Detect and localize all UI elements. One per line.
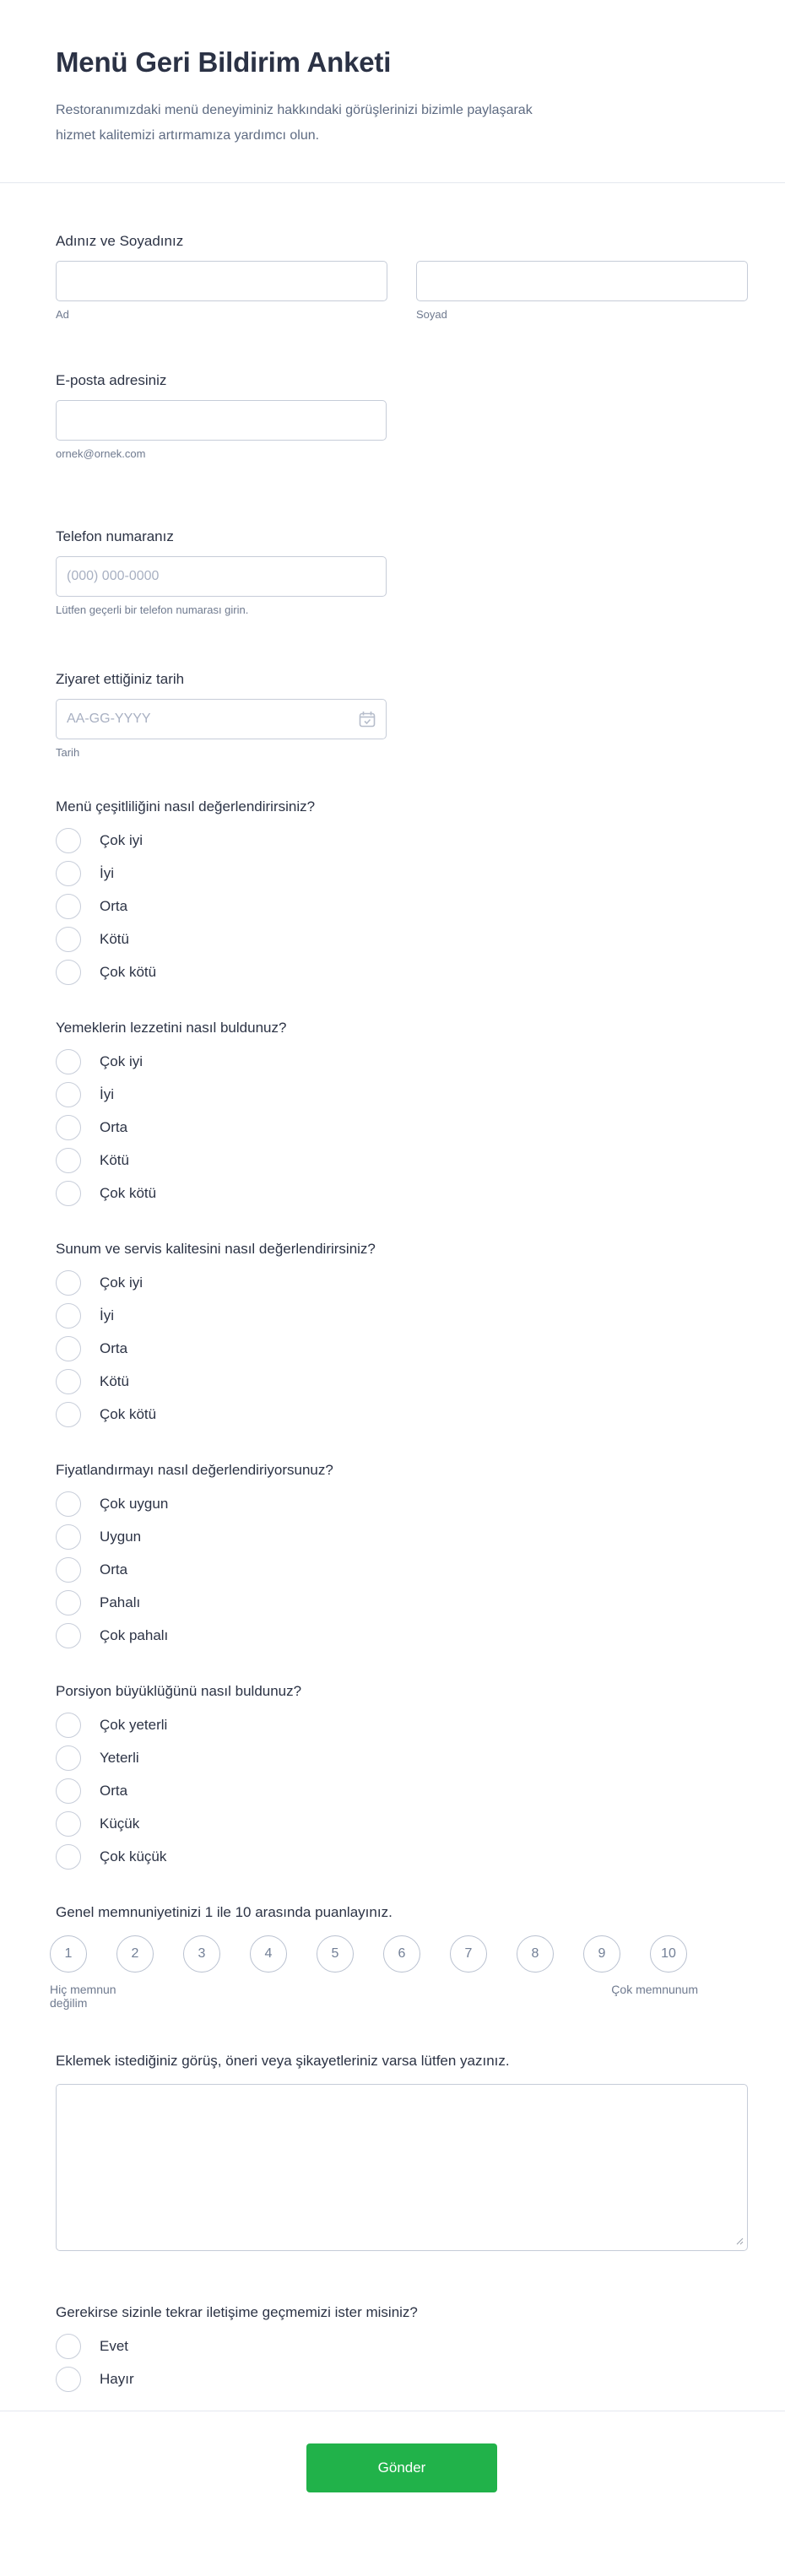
radio-option[interactable] bbox=[56, 1082, 748, 1107]
radio-button-icon[interactable] bbox=[56, 1336, 81, 1361]
radio-button-icon[interactable] bbox=[56, 1844, 81, 1870]
radio-button-icon[interactable] bbox=[56, 960, 81, 985]
radio-button-icon[interactable] bbox=[56, 1811, 81, 1837]
field-full-name bbox=[56, 232, 748, 321]
date-label: Ziyaret ettiğiniz tarih bbox=[56, 671, 185, 687]
scale-value-8[interactable]: 8 bbox=[517, 1935, 554, 1973]
field-email bbox=[56, 371, 748, 460]
radio-option-label[interactable]: Kötü bbox=[100, 931, 129, 947]
radio-option-label[interactable]: İyi bbox=[100, 865, 114, 881]
last-name-sublabel: Soyad bbox=[416, 308, 447, 321]
radio-button-icon[interactable] bbox=[56, 861, 81, 886]
radio-button-icon[interactable] bbox=[56, 1745, 81, 1771]
radio-option[interactable] bbox=[56, 828, 748, 853]
radio-button-icon[interactable] bbox=[56, 1491, 81, 1517]
question-label: Menü çeşitliliğini nasıl değerlendirirsiniz? bbox=[56, 798, 316, 814]
scale-label: Genel memnuniyetinizi 1 ile 10 arasında puanlayınız. bbox=[56, 1904, 392, 1920]
radio-option-label[interactable]: Çok kötü bbox=[100, 1406, 157, 1422]
scale-value-3[interactable]: 3 bbox=[183, 1935, 220, 1973]
date-input[interactable] bbox=[56, 699, 387, 739]
radio-option-label[interactable]: Hayır bbox=[100, 2371, 134, 2387]
radio-option[interactable] bbox=[56, 1270, 748, 1296]
radio-option[interactable] bbox=[56, 1745, 748, 1771]
question-label: Porsiyon büyüklüğünü nasıl buldunuz? bbox=[56, 1683, 302, 1699]
question-overall-satisfaction bbox=[50, 1903, 748, 2010]
radio-option-label[interactable]: Çok iyi bbox=[100, 832, 143, 848]
radio-button-icon[interactable] bbox=[56, 1623, 81, 1648]
form-description bbox=[56, 98, 748, 149]
first-name-input[interactable] bbox=[56, 261, 387, 301]
radio-option-label[interactable]: İyi bbox=[100, 1307, 114, 1323]
radio-option-label[interactable]: Çok küçük bbox=[100, 1848, 167, 1864]
radio-option-label[interactable]: Yeterli bbox=[100, 1750, 139, 1766]
radio-option[interactable] bbox=[56, 1557, 748, 1583]
radio-button-icon[interactable] bbox=[56, 1778, 81, 1804]
radio-button-icon[interactable] bbox=[56, 1590, 81, 1615]
question-menu-variety bbox=[56, 798, 748, 985]
radio-option[interactable] bbox=[56, 1148, 748, 1173]
radio-option[interactable] bbox=[56, 960, 748, 985]
page-title: Menü Geri Bildirim Anketi bbox=[56, 46, 392, 78]
form-header bbox=[0, 0, 785, 149]
radio-option[interactable] bbox=[56, 1778, 748, 1804]
radio-option-label[interactable]: Çok yeterli bbox=[100, 1717, 168, 1733]
submit-area bbox=[0, 2411, 785, 2535]
contact-label: Gerekirse sizinle tekrar iletişime geçmemizi ister misiniz? bbox=[56, 2304, 418, 2320]
field-visit-date bbox=[56, 670, 748, 759]
radio-button-icon[interactable] bbox=[56, 894, 81, 919]
radio-option[interactable] bbox=[56, 861, 748, 886]
comments-label: Eklemek istediğiniz görüş, öneri veya şikayetleriniz varsa lütfen yazınız. bbox=[56, 2053, 510, 2069]
calendar-icon[interactable] bbox=[358, 710, 376, 728]
radio-button-icon[interactable] bbox=[56, 1270, 81, 1296]
question-label: Fiyatlandırmayı nasıl değerlendiriyorsunuz? bbox=[56, 1462, 333, 1478]
question-label: Yemeklerin lezzetini nasıl buldunuz? bbox=[56, 1020, 287, 1036]
scale-value-4[interactable]: 4 bbox=[250, 1935, 287, 1973]
radio-button-icon[interactable] bbox=[56, 1303, 81, 1329]
email-sublabel: ornek@ornek.com bbox=[56, 447, 146, 460]
radio-option[interactable] bbox=[56, 894, 748, 919]
scale-value-6[interactable]: 6 bbox=[383, 1935, 420, 1973]
radio-option-label[interactable]: Kötü bbox=[100, 1373, 129, 1389]
phone-input[interactable] bbox=[56, 556, 387, 597]
radio-option-label[interactable]: Orta bbox=[100, 1783, 128, 1799]
radio-button-icon[interactable] bbox=[56, 1713, 81, 1738]
radio-option[interactable] bbox=[56, 1336, 748, 1361]
radio-button-icon[interactable] bbox=[56, 1181, 81, 1206]
question-contact-again bbox=[56, 2303, 748, 2392]
email-label: E-posta adresiniz bbox=[56, 372, 167, 388]
radio-option-label[interactable]: Uygun bbox=[100, 1529, 142, 1545]
radio-option-label[interactable]: Evet bbox=[100, 2338, 129, 2354]
radio-option[interactable] bbox=[56, 1402, 748, 1427]
radio-button-icon[interactable] bbox=[56, 1402, 81, 1427]
radio-option[interactable] bbox=[56, 1623, 748, 1648]
phone-sublabel: Lütfen geçerli bir telefon numarası girin. bbox=[56, 603, 249, 616]
radio-button-icon[interactable] bbox=[56, 1557, 81, 1583]
phone-label: Telefon numaranız bbox=[56, 528, 174, 544]
radio-option[interactable] bbox=[56, 1181, 748, 1206]
radio-option-label[interactable]: Küçük bbox=[100, 1816, 140, 1832]
radio-button-icon[interactable] bbox=[56, 828, 81, 853]
radio-option-label[interactable]: Orta bbox=[100, 1561, 128, 1578]
form-description-line2: hizmet kalitemizi artırmamıza yardımcı olun. bbox=[56, 128, 320, 143]
scale-value-9[interactable]: 9 bbox=[583, 1935, 620, 1973]
submit-button[interactable]: Gönder bbox=[306, 2443, 497, 2492]
scale-min-label: Hiç memnun değilim bbox=[50, 1983, 116, 2010]
question-pricing bbox=[56, 1461, 748, 1648]
question-portion-size bbox=[56, 1682, 748, 1870]
radio-option-label[interactable]: Çok uygun bbox=[100, 1496, 169, 1512]
radio-button-icon[interactable] bbox=[56, 1524, 81, 1550]
radio-option-label[interactable]: Orta bbox=[100, 1119, 128, 1135]
scale-value-5[interactable]: 5 bbox=[317, 1935, 354, 1973]
scale-value-10[interactable]: 10 bbox=[650, 1935, 687, 1973]
radio-button-icon[interactable] bbox=[56, 1082, 81, 1107]
scale-value-7[interactable]: 7 bbox=[450, 1935, 487, 1973]
scale-max-label: Çok memnunum bbox=[611, 1983, 698, 1996]
field-phone bbox=[56, 528, 748, 616]
date-sublabel: Tarih bbox=[56, 746, 80, 759]
scale-value-1[interactable]: 1 bbox=[50, 1935, 87, 1973]
radio-option-label[interactable]: Çok kötü bbox=[100, 1185, 157, 1201]
radio-option[interactable] bbox=[56, 1590, 748, 1615]
radio-option-label[interactable]: Çok iyi bbox=[100, 1274, 143, 1291]
radio-option[interactable] bbox=[56, 1491, 748, 1517]
radio-option-label[interactable]: İyi bbox=[100, 1086, 114, 1102]
form-description-line1: Restoranımızdaki menü deneyiminiz hakkındaki görüşlerinizi bizimle paylaşarak bbox=[56, 103, 533, 117]
radio-option[interactable] bbox=[56, 1713, 748, 1738]
radio-option[interactable] bbox=[56, 1115, 748, 1140]
radio-option[interactable] bbox=[56, 2334, 748, 2359]
radio-button-icon[interactable] bbox=[56, 2334, 81, 2359]
radio-option[interactable] bbox=[56, 1844, 748, 1870]
scale-rating bbox=[50, 1935, 687, 1973]
radio-button-icon[interactable] bbox=[56, 927, 81, 952]
resize-handle-icon[interactable] bbox=[735, 2237, 744, 2245]
question-food-taste bbox=[56, 1019, 748, 1206]
radio-option-label[interactable]: Çok pahalı bbox=[100, 1627, 169, 1643]
email-input[interactable] bbox=[56, 400, 387, 441]
radio-button-icon[interactable] bbox=[56, 1115, 81, 1140]
radio-option-label[interactable]: Çok iyi bbox=[100, 1053, 143, 1069]
field-comments bbox=[56, 2052, 748, 2251]
radio-button-icon[interactable] bbox=[56, 2367, 81, 2392]
question-label: Sunum ve servis kalitesini nasıl değerlendirirsiniz? bbox=[56, 1241, 376, 1257]
radio-option-label[interactable]: Pahalı bbox=[100, 1594, 141, 1610]
radio-option[interactable] bbox=[56, 1524, 748, 1550]
radio-option[interactable] bbox=[56, 1811, 748, 1837]
radio-button-icon[interactable] bbox=[56, 1369, 81, 1394]
radio-option-label[interactable]: Orta bbox=[100, 898, 128, 914]
last-name-input[interactable] bbox=[416, 261, 748, 301]
radio-button-icon[interactable] bbox=[56, 1148, 81, 1173]
radio-option[interactable] bbox=[56, 2367, 748, 2392]
radio-option[interactable] bbox=[56, 1303, 748, 1329]
radio-option[interactable] bbox=[56, 1369, 748, 1394]
radio-button-icon[interactable] bbox=[56, 1049, 81, 1074]
radio-option-label[interactable]: Kötü bbox=[100, 1152, 129, 1168]
comments-textarea[interactable] bbox=[56, 2084, 748, 2251]
radio-option-label[interactable]: Orta bbox=[100, 1340, 128, 1356]
radio-option-label[interactable]: Çok kötü bbox=[100, 964, 157, 980]
first-name-sublabel: Ad bbox=[56, 308, 69, 321]
scale-value-2[interactable]: 2 bbox=[116, 1935, 154, 1973]
question-service-quality bbox=[56, 1240, 748, 1427]
radio-option[interactable] bbox=[56, 927, 748, 952]
full-name-label: Adınız ve Soyadınız bbox=[56, 233, 184, 249]
radio-option[interactable] bbox=[56, 1049, 748, 1074]
